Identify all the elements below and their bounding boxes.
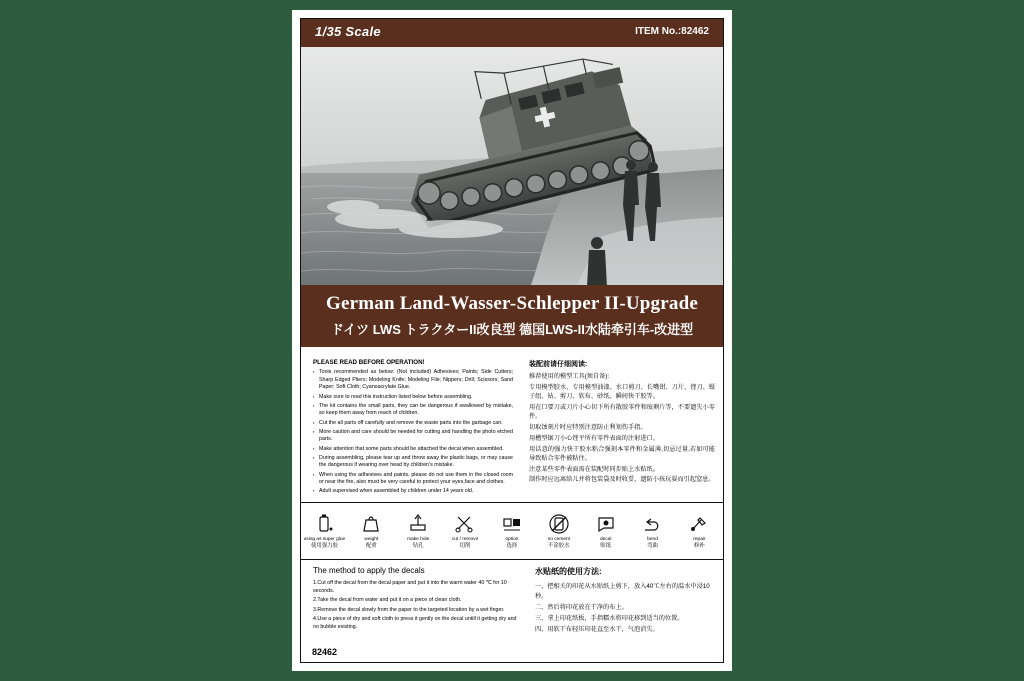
- list-item: 注意某些零件表面需在装配时同步贴上水贴纸。: [529, 465, 659, 473]
- list-item: 切取蚀刻片时应特别注意防止利划伤手指。: [529, 423, 647, 431]
- decal-method-title-en: The method to apply the decals: [313, 566, 425, 575]
- list-item: 二、然后将印花放在干净的布上。: [535, 603, 628, 611]
- list-item: 1.Cut off the decal from the decal paper and put it into the warm water 40 ℃ for 10 seconds.: [313, 580, 507, 594]
- list-item: 3.Remove the decal slowly from the paper to the targeted location by a wet finger.: [313, 606, 505, 613]
- bend-icon: [630, 513, 676, 535]
- instructions-list-cn: [529, 372, 715, 485]
- instructions-heading-cn: 装配前请仔细阅读:: [529, 361, 588, 368]
- list-item: 一、把相关的印花从水贴纸上剪下，放入40℃左右的温水中浸10秒。: [535, 583, 710, 600]
- title-japanese-chinese: ドイツ LWS トラクターII改良型 德国LWS-II水陆牵引车-改进型: [330, 322, 694, 337]
- title-band: [301, 285, 723, 347]
- legend-item-cut-remove: [442, 513, 488, 549]
- product-photo: [301, 47, 723, 285]
- list-item: ▪ More caution and care should be needed for cutting and handling the photo etched parts.: [313, 429, 513, 444]
- legend-label-cn: 修补: [694, 542, 705, 549]
- decal-method-section: [301, 560, 723, 644]
- legend-label-en: make hole: [407, 536, 430, 542]
- decal-icon: [583, 513, 629, 535]
- legend-label-cn: 切削: [459, 542, 471, 549]
- item-number-label: ITEM No.:82462: [635, 26, 709, 37]
- symbol-legend: [301, 503, 723, 560]
- cut-remove-icon: [442, 513, 488, 535]
- header-bar: [301, 19, 723, 47]
- option-icon: [489, 513, 535, 535]
- list-item: ▪ Toois recommended as below: (Not included) Adhesives; Paints; Side Cutters; Sharp Edged Pliers; Modeling Knife; Modeling File; Nippers; Drill; Scissors; Sand Paper; Soft Cloth; Cyanoacrylate Glue.: [313, 369, 513, 392]
- page-number: 82462: [312, 647, 338, 657]
- legend-item-option: [489, 513, 535, 549]
- legend-label-cn: 配重: [365, 542, 377, 549]
- list-item: 推荐使用的模型工具(须自备):: [529, 373, 610, 380]
- legend-item-decal: [583, 513, 629, 549]
- legend-label-cn: 不涂胶水: [548, 542, 570, 549]
- legend-label-cn: 弯曲: [647, 542, 658, 549]
- legend-label-en: decal: [599, 536, 612, 542]
- list-item: ▪ The kit contains the small parts, they can be dangerous if swallowed by mistake, so keep them away from reach of children.: [313, 403, 513, 418]
- legend-label-cn: 使用强力胶: [310, 542, 338, 549]
- legend-label-cn: 选择: [506, 542, 518, 549]
- list-item: 四、用软干布轻压印花直至水干，气泡消失。: [535, 625, 659, 633]
- no-cement-icon: [536, 513, 582, 535]
- list-item: ▪ Make attention that some parts should be attached the decal when assembled.: [313, 446, 513, 454]
- instructions-english-column: [313, 359, 513, 498]
- instructions-section: [301, 353, 723, 503]
- list-item: 用在口要刀或刀片小心切下所有散胶零件和废剩片等，不要遗失小零件。: [529, 403, 715, 421]
- list-item: ▪ When using the adhesives and paints, please do not use them in the closed room or near the fire, also must be very careful to protect your eyes,face and clothes.: [313, 472, 513, 487]
- decal-method-english: [313, 566, 523, 634]
- make-hole-icon: [395, 513, 441, 535]
- legend-label-en: bend: [647, 536, 658, 542]
- list-item: 三、拿上印花纸板，手指糯水将印花移到适当的位置。: [535, 614, 684, 622]
- decal-steps-en: [313, 580, 523, 632]
- list-item: ▪ Make sure to read this instruction listed below before assembling.: [313, 394, 513, 402]
- instructions-chinese-column: [529, 359, 715, 486]
- instructions-list-en: [313, 369, 513, 496]
- legend-item-super-glue: [301, 513, 347, 549]
- list-item: ▪ Adult supervised when assembled by children under 14 years old.: [313, 488, 513, 496]
- legend-item-make-hole: [395, 513, 441, 549]
- repair-icon: [676, 513, 722, 535]
- legend-label-cn: 钻孔: [412, 542, 424, 549]
- legend-label-en: repair: [693, 536, 706, 542]
- legend-item-bend: [630, 513, 676, 549]
- legend-label-cn: 贴纸: [600, 542, 612, 549]
- legend-label-en: using as super glue: [303, 536, 346, 542]
- title-english: German Land-Wasser-Schlepper II-Upgrade: [326, 293, 698, 314]
- instruction-sheet: [292, 10, 732, 671]
- legend-label-en: weight: [364, 536, 379, 542]
- decal-method-chinese: [535, 566, 715, 636]
- legend-label-en: cut / remove: [451, 536, 479, 542]
- scale-label: 1/35 Scale: [315, 24, 381, 39]
- list-item: 用槽型锯刀小心锉平所有零件表面的注射进口。: [529, 434, 659, 442]
- list-item: 制作时应远离给儿并将包装袋及时收妥，遗防小孩玩耍而引起窒息。: [529, 476, 715, 484]
- weight-icon: [348, 513, 394, 535]
- legend-label-en: option: [505, 536, 519, 542]
- list-item: ▪ During assembling, please tear up and throw away the plastic bags, or may cause the dangerous if wearing over head by children's mistake.: [313, 455, 513, 470]
- legend-item-weight: [348, 513, 394, 549]
- super-glue-icon: [301, 513, 347, 535]
- list-item: ▪ Cut the all parts off carefully and remove the waste parts into the garbage can.: [313, 420, 513, 428]
- legend-item-repair: [676, 513, 722, 549]
- decal-method-title-cn: 水贴纸的使用方法:: [535, 567, 602, 576]
- list-item: 4.Use a piece of dry and soft cloth to press it gently on the decal untill it getting dry and no bubble existing.: [313, 616, 517, 631]
- legend-item-no-cement: [536, 513, 582, 549]
- list-item: 2.Take the decal from water and put it on a piece of clean cloth.: [313, 597, 462, 604]
- instructions-heading-en: PLEASE READ BEFORE OPERATION!: [313, 359, 425, 366]
- decal-steps-cn: [535, 582, 715, 635]
- legend-label-en: no cement: [547, 536, 571, 542]
- list-item: 专用模型胶水、专用模型油漆、水口剪刀、长嘴钳、刀片、锉刀、镊子组、钻、剪刀、软布、砂纸、瞬间快干胶等。: [529, 383, 715, 401]
- list-item: 用话意的强力快干胶水粘合强刻本零件和金属薄,切忌过量,若如可能导致贴合零件被粘住。: [529, 445, 715, 462]
